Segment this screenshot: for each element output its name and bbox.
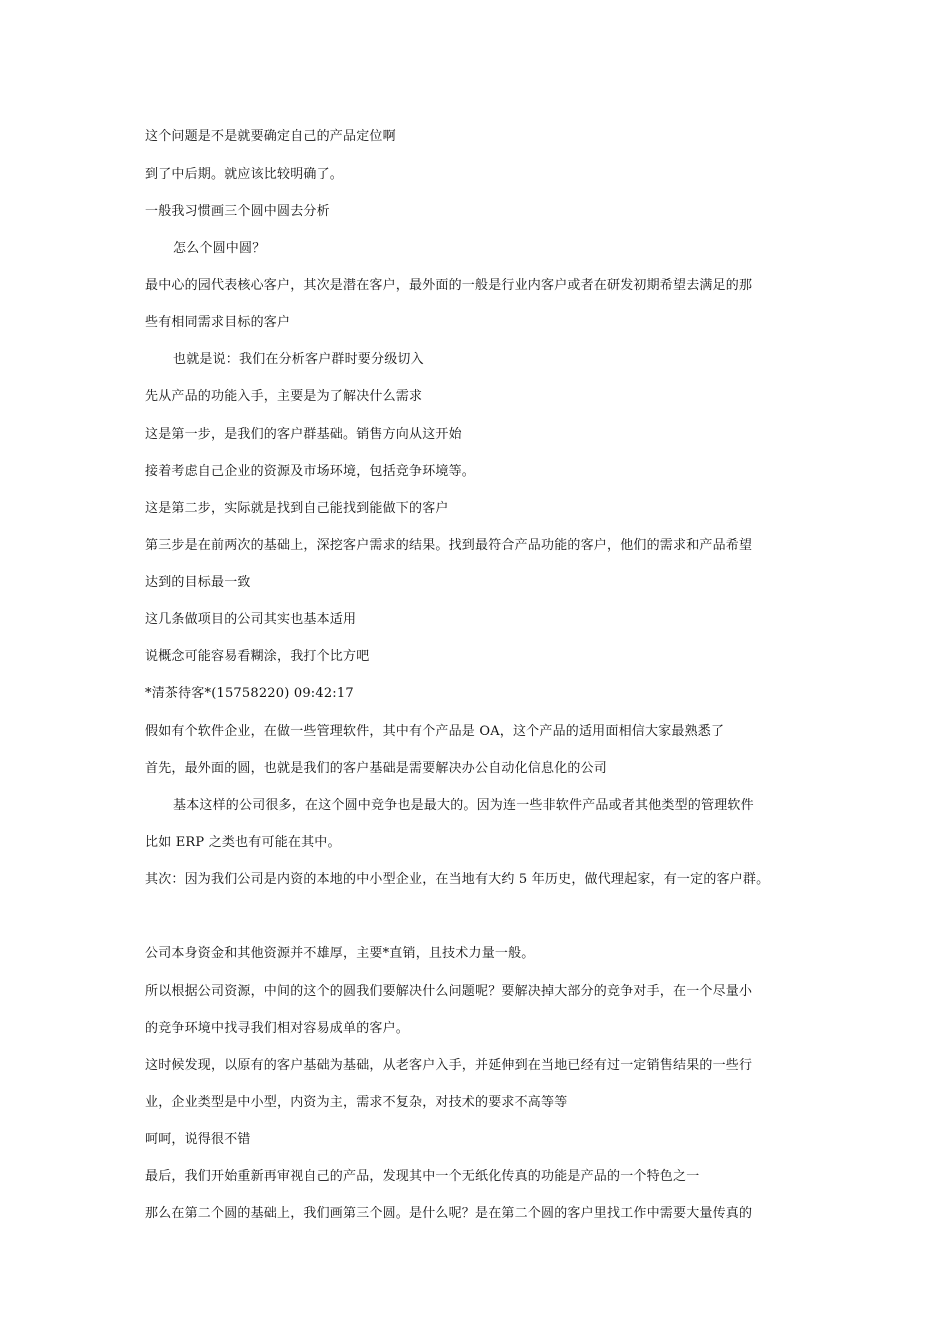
text-line: 那么在第二个圆的基础上，我们画第三个圆。是什么呢？是在第二个圆的客户里找工作中需要大量传真的 <box>145 1206 753 1221</box>
text-line: 这时候发现，以原有的客户基础为基础，从老客户入手，并延伸到在当地已经有过一定销售结果的一些行 <box>145 1058 753 1073</box>
text-line: 这是第二步，实际就是找到自己能找到能做下的客户 <box>145 501 449 516</box>
text-line: 接着考虑自己企业的资源及市场环境，包括竞争环境等。 <box>145 464 476 479</box>
text-line: 业，企业类型是中小型，内资为主，需求不复杂，对技术的要求不高等等 <box>145 1095 568 1110</box>
text-line: 这个问题是不是就要确定自己的产品定位啊 <box>145 129 396 144</box>
text-line: 的竞争环境中找寻我们相对容易成单的客户。 <box>145 1021 410 1036</box>
text-line: 假如有个软件企业，在做一些管理软件，其中有个产品是 OA，这个产品的适用面相信大家最熟悉了 <box>145 724 725 739</box>
text-line: 第三步是在前两次的基础上，深挖客户需求的结果。找到最符合产品功能的客户，他们的需求和产品希望 <box>145 538 753 553</box>
text-line: 也就是说：我们在分析客户群时要分级切入 <box>173 352 424 367</box>
text-line: 呵呵，说得很不错 <box>145 1132 251 1147</box>
text-line: 其次：因为我们公司是内资的本地的中小型企业，在当地有大约 5 年历史，做代理起家，有一定的客户群。 <box>145 872 770 887</box>
text-line: 怎么个圆中圆？ <box>173 241 266 256</box>
text-line: 这是第一步，是我们的客户群基础。销售方向从这开始 <box>145 427 462 442</box>
text-line: 所以根据公司资源，中间的这个的圆我们要解决什么问题呢？要解决掉大部分的竞争对手，在一个尽量小 <box>145 984 753 999</box>
text-line: 一般我习惯画三个圆中圆去分析 <box>145 204 330 219</box>
text-line: 最后，我们开始重新再审视自己的产品，发现其中一个无纸化传真的功能是产品的一个特色之一 <box>145 1169 700 1184</box>
text-line: 些有相同需求目标的客户 <box>145 315 291 330</box>
text-line: 公司本身资金和其他资源并不雄厚，主要*直销，且技术力量一般。 <box>145 946 535 961</box>
text-line: 说概念可能容易看糊涂，我打个比方吧 <box>145 649 370 664</box>
text-line: 到了中后期。就应该比较明确了。 <box>145 167 344 182</box>
chat-author-timestamp: *清茶待客*(15758220) 09:42:17 <box>145 686 354 701</box>
text-line: 最中心的园代表核心客户，其次是潜在客户，最外面的一般是行业内客户或者在研发初期希望去满足的那 <box>145 278 753 293</box>
text-line: 先从产品的功能入手，主要是为了解决什么需求 <box>145 389 423 404</box>
text-line: 比如 ERP 之类也有可能在其中。 <box>145 835 341 850</box>
text-line: 基本这样的公司很多，在这个圆中竞争也是最大的。因为连一些非软件产品或者其他类型的管理软件 <box>173 798 754 813</box>
text-line: 首先，最外面的圆，也就是我们的客户基础是需要解决办公自动化信息化的公司 <box>145 761 608 776</box>
text-line: 这几条做项目的公司其实也基本适用 <box>145 612 357 627</box>
text-line: 达到的目标最一致 <box>145 575 251 590</box>
